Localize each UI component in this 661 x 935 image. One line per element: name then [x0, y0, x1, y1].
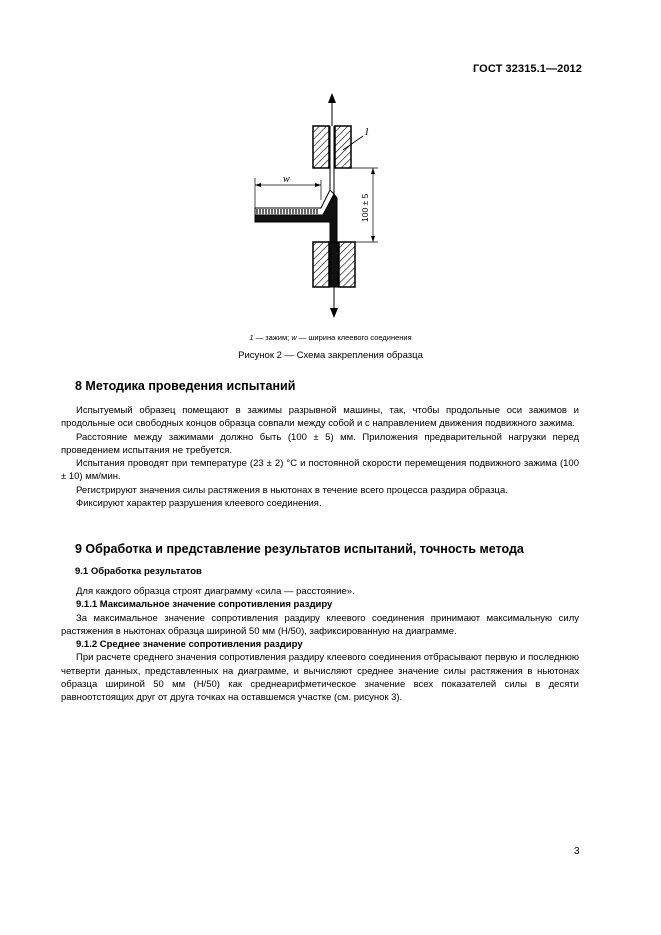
section-8-paragraph: Испытания проводят при температуре (23 ± 2) °С и постоянной скорости перемещения подвижного зажима (100 ± 10) мм/мин.	[61, 458, 579, 483]
top-clamp-right	[335, 126, 351, 168]
document-header: ГОСТ 32315.1—2012	[472, 63, 582, 75]
bottom-clamp-right	[339, 242, 355, 287]
page-number: 3	[574, 846, 580, 857]
section-9-body	[61, 585, 579, 705]
clamping-diagram	[235, 90, 395, 325]
bottom-arrow-icon	[330, 287, 338, 318]
top-clamp-left	[313, 126, 329, 168]
section-8-paragraph: Регистрируют значения силы растяжения в ньютонах в течение всего процесса раздира образца.	[76, 484, 508, 496]
section-9-1-2-heading: 9.1.2 Среднее значение сопротивления раздиру	[76, 639, 303, 651]
section-9-1-paragraph: Для каждого образца строят диаграмму «сила — расстояние».	[76, 586, 355, 597]
section-8-paragraph: Фиксируют характер разрушения клеевого соединения.	[76, 498, 322, 510]
section-9-1-1-heading: 9.1.1 Максимальное значение сопротивления раздиру	[76, 599, 333, 611]
bottom-clamp-left	[313, 242, 329, 287]
section-9-1-1-paragraph: За максимальное значение сопротивления раздиру клеевого соединения принимают максимальную силу растяжения в ньютонах образца шириной 50 мм (Н/50), зафиксированную на диаграмме.	[61, 612, 579, 637]
section-8-heading: 8 Методика проведения испытаний	[75, 379, 296, 393]
section-9-1-2-paragraph: При расчете среднего значения сопротивления раздиру клеевого соединения отбрасывают первую и последнюю четверти данных, представленных на диаграмме, и вычисляют среднее значение силы растяжения в ньютонах образца шириной 50 мм (Н/50) как среднеарифметическое значение всех показателей силы в десяти равноотстоящих друг от друга точках на оставшемся участке (см. рисунок 3).	[61, 652, 579, 704]
figure-caption: Рисунок 2 — Схема закрепления образца	[238, 350, 423, 361]
specimen-upper-end	[330, 126, 334, 194]
specimen-clamping-figure	[235, 90, 395, 325]
section-8-body	[61, 404, 579, 510]
top-arrow-icon	[328, 93, 336, 126]
section-8-paragraph: Расстояние между зажимами должно быть (100 ± 5) мм. Приложения предварительной нагрузки перед проведением испытания не требуется.	[61, 431, 579, 456]
section-8-paragraph: Испытуемый образец помещают в зажимы разрывной машины, так, чтобы продольные оси зажимов и продольные оси свободных концов образца совпали между собой и с направлением движения подвижного зажима.	[61, 405, 579, 430]
section-9-heading: 9 Обработка и представление результатов испытаний, точность метода	[75, 542, 524, 556]
label-w: w	[283, 174, 290, 185]
figure-legend: 1 — зажим; w — ширина клеевого соединения	[249, 333, 412, 342]
label-1: 1	[364, 126, 370, 138]
section-9-1-heading: 9.1 Обработка результатов	[75, 566, 202, 577]
dimension-label: 100 ± 5	[360, 193, 370, 222]
